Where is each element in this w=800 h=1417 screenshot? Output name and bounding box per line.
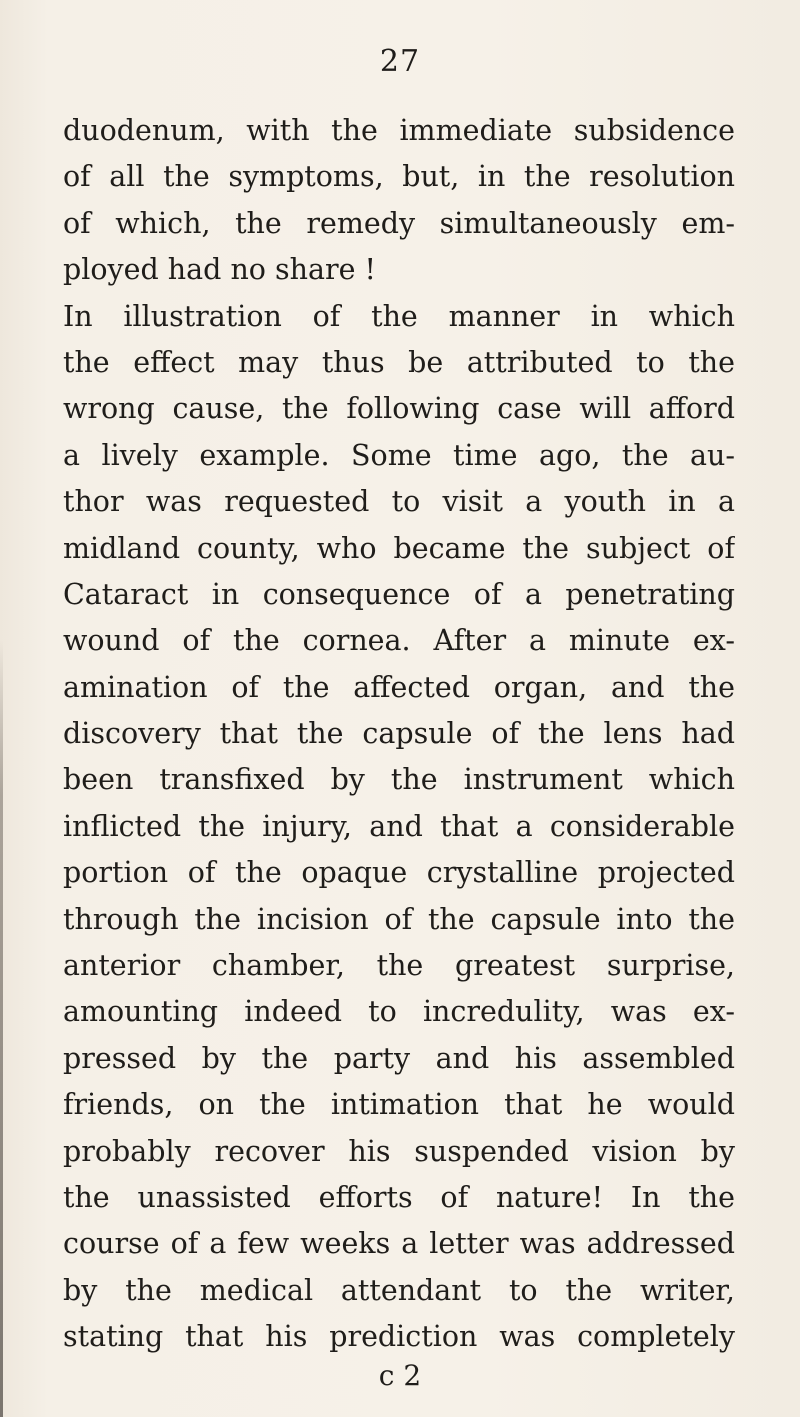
- text-line: portion of the opaque crystalline projected: [63, 856, 735, 890]
- text-line: of which, the remedy simultaneously em-: [63, 206, 735, 240]
- text-line: the effect may thus be attributed to the: [63, 345, 735, 379]
- page-number: 27: [379, 44, 421, 79]
- text-line: Cataract in consequence of a penetrating: [63, 577, 735, 611]
- text-line: a lively example. Some time ago, the au-: [63, 438, 735, 472]
- text-line: been transfixed by the instrument which: [63, 763, 735, 797]
- text-line: friends, on the intimation that he would: [63, 1088, 735, 1122]
- text-line: pressed by the party and his assembled: [63, 1041, 735, 1075]
- text-line: duodenum, with the immediate subsidence: [63, 114, 735, 147]
- text-line: by the medical attendant to the writer,: [63, 1273, 735, 1307]
- text-line: ployed had no share !: [63, 253, 376, 287]
- text-line: inflicted the injury, and that a considerable: [63, 809, 735, 843]
- text-line: amounting indeed to incredulity, was ex-: [63, 995, 735, 1029]
- text-line: thor was requested to visit a youth in a: [63, 485, 735, 519]
- text-line: probably recover his suspended vision by: [63, 1134, 735, 1168]
- text-line: stating that his prediction was completely: [63, 1320, 735, 1354]
- page-edge-shadow: [0, 640, 3, 1417]
- text-line: amination of the affected organ, and the: [63, 670, 735, 704]
- signature-mark: c 2: [378, 1359, 422, 1392]
- text-line: anterior chamber, the greatest surprise,: [63, 949, 735, 983]
- text-line: wrong cause, the following case will afford: [63, 392, 735, 426]
- text-line: In illustration of the manner in which: [63, 299, 735, 333]
- text-line: the unassisted efforts of nature! In the: [63, 1180, 735, 1214]
- text-line: wound of the cornea. After a minute ex-: [63, 624, 735, 658]
- text-line: discovery that the capsule of the lens had: [63, 717, 735, 751]
- text-line: course of a few weeks a letter was addressed: [63, 1227, 735, 1261]
- text-line: midland county, who became the subject of: [63, 531, 735, 565]
- text-line: of all the symptoms, but, in the resolution: [63, 160, 735, 194]
- body-text: [63, 108, 735, 1361]
- text-line: through the incision of the capsule into the: [63, 902, 735, 936]
